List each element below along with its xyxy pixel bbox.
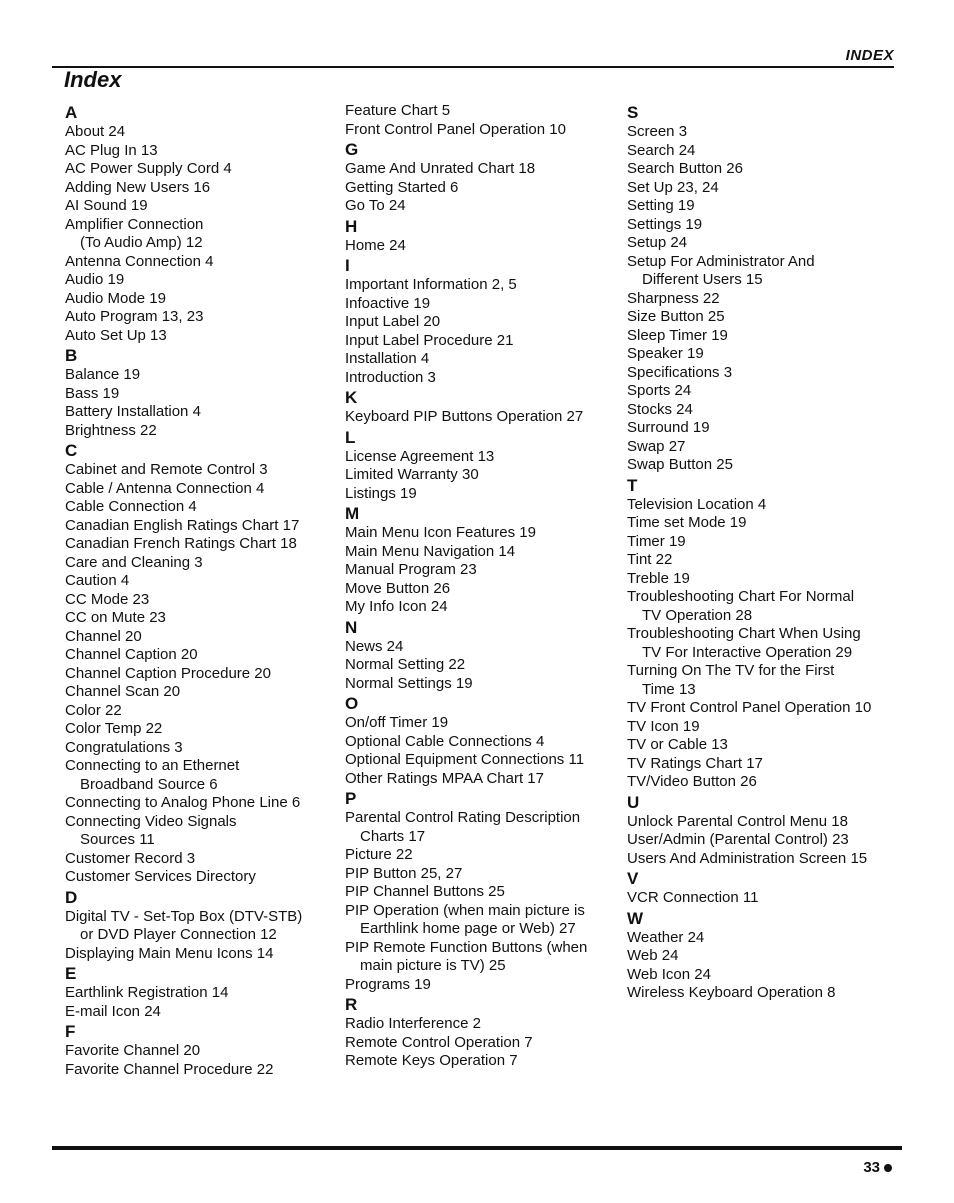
section-letter: V — [627, 869, 639, 888]
index-entry: Normal Setting 22 — [345, 656, 466, 673]
index-entry: Setup 24 — [627, 234, 688, 251]
index-entry: Connecting Video Signals — [65, 812, 237, 830]
index-entry: Adding New Users 16 — [65, 178, 211, 196]
section-letter: S — [627, 103, 639, 122]
index-entry: TV Icon 19 — [627, 717, 700, 735]
index-entry: Weather 24 — [627, 928, 705, 946]
section-letter: C — [65, 441, 78, 460]
index-entry: Treble 19 — [627, 569, 690, 587]
index-entry: Set Up 23, 24 — [627, 178, 719, 196]
index-entry-continuation: (To Audio Amp) 12 — [80, 234, 203, 251]
section-letter: R — [345, 995, 358, 1014]
index-entry: Color Temp 22 — [65, 720, 163, 737]
section-letter: A — [65, 103, 78, 122]
index-entry: Sleep Timer 19 — [627, 326, 728, 344]
running-head: INDEX — [845, 47, 894, 64]
index-entry: Home 24 — [345, 236, 406, 254]
index-entry: Input Label Procedure 21 — [345, 331, 514, 349]
index-entry: Antenna Connection 4 — [65, 252, 214, 270]
page-title: Index — [64, 67, 122, 92]
index-entry: Channel 20 — [65, 627, 142, 645]
index-entry: Troubleshooting Chart For Normal — [627, 588, 855, 605]
page-number-text: 33 — [863, 1159, 880, 1176]
index-entry: Displaying Main Menu Icons 14 — [65, 944, 274, 962]
index-entry: Important Information 2, 5 — [345, 276, 517, 293]
index-entry: Canadian French Ratings Chart 18 — [65, 535, 297, 552]
index-entry: Turning On The TV for the First — [627, 662, 835, 679]
top-rule — [52, 66, 894, 68]
index-entry: TV/Video Button 26 — [627, 773, 757, 790]
index-entry: Connecting to Analog Phone Line 6 — [65, 794, 301, 811]
index-entry: AC Plug In 13 — [65, 141, 158, 159]
index-entry: Radio Interference 2 — [345, 1015, 481, 1032]
index-entry: Connecting to an Ethernet — [65, 757, 240, 774]
index-entry: Stocks 24 — [627, 400, 693, 418]
index-entry: Unlock Parental Control Menu 18 — [627, 812, 848, 830]
index-entry: Main Menu Icon Features 19 — [345, 524, 536, 541]
index-entry-continuation: TV For Interactive Operation 29 — [642, 643, 853, 661]
index-entry: CC on Mute 23 — [65, 609, 166, 626]
index-column-3 — [627, 102, 907, 1003]
index-entry: Care and Cleaning 3 — [65, 553, 203, 571]
index-entry: VCR Connection 11 — [627, 889, 759, 906]
index-entry: Getting Started 6 — [345, 178, 459, 196]
index-entry: Cable Connection 4 — [65, 498, 197, 515]
index-entry: AI Sound 19 — [65, 197, 148, 214]
index-entry: Front Control Panel Operation 10 — [345, 120, 566, 138]
index-entry: E-mail Icon 24 — [65, 1002, 161, 1020]
index-entry: Brightness 22 — [65, 421, 157, 439]
index-entry: License Agreement 13 — [345, 447, 495, 465]
index-entry: Listings 19 — [345, 484, 417, 502]
section-letter: L — [345, 427, 356, 447]
section-letter: H — [345, 216, 358, 236]
index-entry: Earthlink Registration 14 — [65, 984, 229, 1001]
index-entry: Cabinet and Remote Control 3 — [65, 461, 268, 478]
index-entry: Surround 19 — [627, 419, 710, 436]
index-entry-continuation: Earthlink home page or Web) 27 — [360, 920, 576, 937]
index-entry: PIP Channel Buttons 25 — [345, 883, 505, 900]
section-letter: G — [345, 140, 359, 159]
index-entry: PIP Remote Function Buttons (when — [345, 938, 588, 956]
index-entry: Timer 19 — [627, 532, 686, 550]
index-entry: Digital TV - Set-Top Box (DTV-STB) — [65, 907, 303, 925]
section-letter: K — [345, 388, 358, 407]
index-entry: Normal Settings 19 — [345, 674, 473, 692]
section-letter: N — [345, 617, 358, 637]
index-entry-continuation: or DVD Player Connection 12 — [80, 926, 277, 943]
index-entry: Main Menu Navigation 14 — [345, 542, 516, 560]
index-entry: User/Admin (Parental Control) 23 — [627, 831, 849, 848]
index-entry: Auto Program 13, 23 — [65, 308, 204, 325]
index-entry: Limited Warranty 30 — [345, 466, 479, 483]
index-entry: Remote Control Operation 7 — [345, 1033, 533, 1051]
index-entry: PIP Operation (when main picture is — [345, 901, 585, 919]
index-entry: Other Ratings MPAA Chart 17 — [345, 769, 544, 787]
index-entry: Size Button 25 — [627, 308, 725, 325]
index-entry: Setup For Administrator And — [627, 252, 815, 270]
index-entry: Go To 24 — [345, 197, 406, 214]
index-entry-continuation: main picture is TV) 25 — [360, 957, 506, 974]
index-entry: CC Mode 23 — [65, 590, 150, 608]
index-entry: Picture 22 — [345, 846, 413, 863]
index-entry: Time set Mode 19 — [627, 514, 747, 531]
index-entry: Search 24 — [627, 141, 696, 159]
index-entry: About 24 — [65, 123, 126, 140]
index-entry-continuation: Sources 11 — [80, 831, 155, 848]
index-entry: Tint 22 — [627, 551, 673, 568]
index-entry: Manual Program 23 — [345, 561, 477, 578]
section-letter: T — [627, 475, 638, 495]
index-entry: Cable / Antenna Connection 4 — [65, 479, 265, 497]
bottom-rule — [52, 1146, 902, 1150]
index-entry: Bass 19 — [65, 384, 120, 402]
section-letter: M — [345, 504, 360, 523]
index-entry: Troubleshooting Chart When Using — [627, 625, 861, 642]
index-entry: TV Front Control Panel Operation 10 — [627, 699, 872, 716]
index-entry: Swap Button 25 — [627, 456, 733, 473]
index-entry: Caution 4 — [65, 572, 130, 589]
index-entry: Audio Mode 19 — [65, 289, 166, 307]
index-entry: Sports 24 — [627, 382, 692, 399]
index-entry: Color 22 — [65, 701, 122, 719]
page-number — [863, 1159, 892, 1176]
index-entry: Feature Chart 5 — [345, 102, 451, 119]
index-entry: Congratulations 3 — [65, 738, 183, 756]
index-entry: Sharpness 22 — [627, 289, 720, 307]
index-entry: TV Ratings Chart 17 — [627, 754, 763, 772]
index-entry: Channel Scan 20 — [65, 683, 181, 700]
index-entry: Setting 19 — [627, 197, 695, 214]
index-entry: Channel Caption Procedure 20 — [65, 664, 271, 682]
section-letter: B — [65, 346, 78, 365]
index-entry: Specifications 3 — [627, 363, 733, 381]
index-entry: Swap 27 — [627, 437, 686, 455]
index-entry: Channel Caption 20 — [65, 646, 198, 663]
index-entry: Balance 19 — [65, 366, 141, 383]
index-entry-continuation: Time 13 — [642, 680, 696, 698]
index-entry: Speaker 19 — [627, 345, 704, 362]
section-letter: P — [345, 789, 357, 808]
index-entry: PIP Button 25, 27 — [345, 864, 463, 882]
index-entry: Search Button 26 — [627, 160, 743, 177]
index-entry-continuation: Different Users 15 — [642, 271, 763, 288]
section-letter: U — [627, 792, 640, 812]
index-entry: Move Button 26 — [345, 579, 451, 597]
index-entry: Keyboard PIP Buttons Operation 27 — [345, 408, 584, 425]
index-entry: Introduction 3 — [345, 368, 436, 386]
index-entry: Screen 3 — [627, 123, 688, 140]
index-entry: On/off Timer 19 — [345, 714, 449, 731]
index-entry: My Info Icon 24 — [345, 598, 448, 615]
bullet-icon — [884, 1164, 892, 1172]
index-entry: Remote Keys Operation 7 — [345, 1052, 518, 1069]
index-entry: Infoactive 19 — [345, 294, 431, 312]
index-entry-continuation: TV Operation 28 — [642, 606, 753, 624]
index-entry: Television Location 4 — [627, 495, 767, 513]
index-column-1 — [65, 102, 335, 1079]
index-entry: Amplifier Connection — [65, 215, 204, 233]
section-letter: I — [345, 256, 350, 275]
index-entry: Wireless Keyboard Operation 8 — [627, 984, 836, 1001]
index-entry: Optional Equipment Connections 11 — [345, 751, 585, 768]
index-entry: Web 24 — [627, 947, 679, 964]
index-entry: Auto Set Up 13 — [65, 326, 167, 344]
index-entry: News 24 — [345, 637, 404, 655]
index-entry: Favorite Channel Procedure 22 — [65, 1060, 274, 1078]
section-letter: F — [65, 1022, 76, 1041]
index-entry: Favorite Channel 20 — [65, 1042, 201, 1059]
index-entry: Parental Control Rating Description — [345, 809, 581, 826]
index-entry-continuation: Broadband Source 6 — [80, 775, 218, 793]
section-letter: O — [345, 694, 359, 713]
index-entry: Customer Record 3 — [65, 849, 196, 867]
section-letter: E — [65, 964, 77, 983]
index-entry: Optional Cable Connections 4 — [345, 732, 545, 750]
index-entry: Installation 4 — [345, 350, 430, 367]
index-entry: Settings 19 — [627, 215, 703, 233]
index-entry: Web Icon 24 — [627, 965, 711, 983]
index-entry: Canadian English Ratings Chart 17 — [65, 516, 300, 534]
index-entry: Users And Administration Screen 15 — [627, 849, 868, 867]
section-letter: W — [627, 908, 644, 928]
index-entry: Customer Services Directory — [65, 868, 256, 885]
index-entry: Game And Unrated Chart 18 — [345, 160, 536, 177]
index-entry: Input Label 20 — [345, 313, 441, 330]
index-column-2 — [345, 102, 615, 1071]
index-entry: AC Power Supply Cord 4 — [65, 160, 232, 177]
index-entry: Audio 19 — [65, 271, 125, 288]
index-entry: Battery Installation 4 — [65, 403, 201, 420]
index-entry-continuation: Charts 17 — [360, 827, 426, 845]
index-entry: Programs 19 — [345, 975, 431, 993]
section-letter: D — [65, 887, 78, 907]
index-entry: TV or Cable 13 — [627, 736, 728, 753]
